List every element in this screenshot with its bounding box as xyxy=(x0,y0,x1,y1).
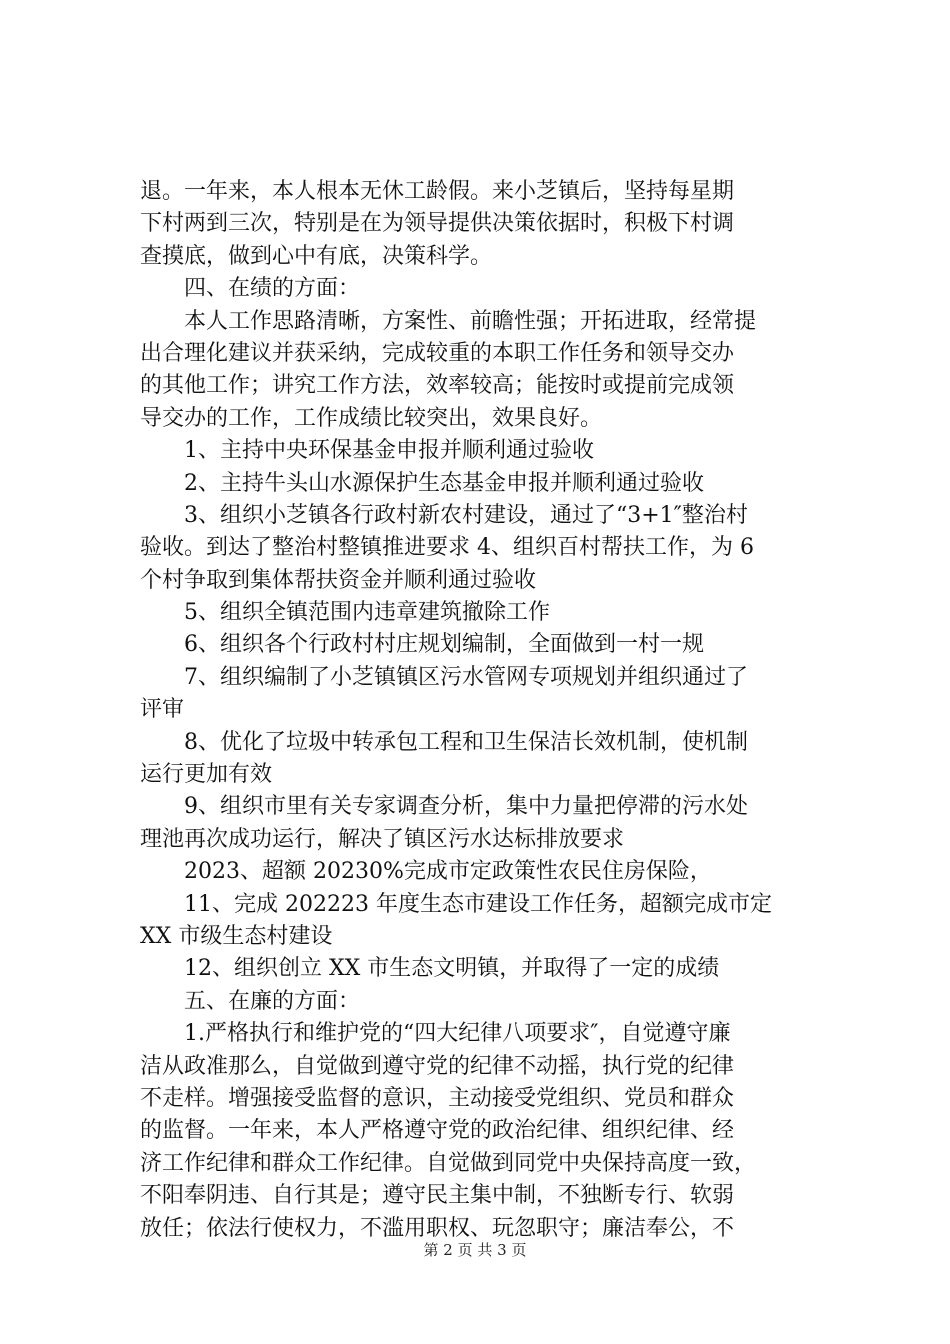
text-line: 退。一年来，本人根本无休工龄假。来小芝镇后，坚持每星期 xyxy=(140,179,735,204)
list-item: 9、组织市里有关专家调查分析，集中力量把停滞的污水处 xyxy=(140,794,748,820)
text-line: 的监督。一年来，本人严格遵守党的政治纪律、组织纪律、经 xyxy=(140,1118,735,1144)
text-line: 不走样。增强接受监督的意识，主动接受党组织、党员和群众 xyxy=(140,1085,735,1111)
text-line: 下村两到三次，特别是在为领导提供决策依据时，积极下村调 xyxy=(140,211,735,237)
text-line: 本人工作思路清晰，方案性、前瞻性强；开拓进取，经常提 xyxy=(140,308,757,334)
list-item: 3、组织小芝镇各行政村新农村建设，通过了“3+1″整治村 xyxy=(140,502,748,528)
list-item: 1.严格执行和维护党的“四大纪律八项要求″，自觉遵守廉 xyxy=(140,1021,731,1047)
text-line: 查摸底，做到心中有底，决策科学。 xyxy=(140,243,493,269)
text-line: 导交办的工作，工作成绩比较突出，效果良好。 xyxy=(140,405,603,431)
list-item: 11、完成 202223 年度生态市建设工作任务，超额完成市定 xyxy=(140,891,772,917)
list-item: 1、主持中央环保基金申报并顺利通过验收 xyxy=(140,438,594,464)
section-heading: 五、在廉的方面： xyxy=(140,988,361,1014)
text-line: 个村争取到集体帮扶资金并顺利通过验收 xyxy=(140,567,537,593)
list-item: 5、组织全镇范围内违章建筑撤除工作 xyxy=(140,600,550,626)
text-line: 运行更加有效 xyxy=(140,762,273,788)
text-line: 的其他工作；讲究工作方法，效率较高；能按时或提前完成领 xyxy=(140,373,735,399)
text-line: 放任；依法行使权力，不滥用职权、玩忽职守；廉洁奉公，不 xyxy=(140,1215,735,1241)
text-line: 理池再次成功运行，解决了镇区污水达标排放要求 xyxy=(140,826,625,852)
page-number-footer: 第 2 页 共 3 页 xyxy=(423,1241,527,1259)
document-body xyxy=(140,176,840,1245)
list-item: 8、优化了垃圾中转承包工程和卫生保洁长效机制，使机制 xyxy=(140,729,748,755)
text-line: XX 市级生态村建设 xyxy=(140,923,333,949)
list-item: 12、组织创立 XX 市生态文明镇，并取得了一定的成绩 xyxy=(140,956,720,982)
list-item: 6、组织各个行政村村庄规划编制，全面做到一村一规 xyxy=(140,632,704,658)
text-line: 出合理化建议并获采纳，完成较重的本职工作任务和领导交办 xyxy=(140,340,735,366)
text-line: 验收。到达了整治村整镇推进要求 4、组织百村帮扶工作，为 6 xyxy=(140,535,754,561)
text-line: 不阳奉阴违、自行其是；遵守民主集中制，不独断专行、软弱 xyxy=(140,1183,735,1209)
list-item: 2023、超额 20230%完成市定政策性农民住房保险， xyxy=(140,859,712,885)
text-line: 济工作纪律和群众工作纪律。自觉做到同党中央保持高度一致， xyxy=(140,1150,757,1176)
list-item: 2、主持牛头山水源保护生态基金申报并顺利通过验收 xyxy=(140,470,704,496)
list-item: 7、组织编制了小芝镇镇区污水管网专项规划并组织通过了 xyxy=(140,664,748,690)
text-line: 洁从政准那么，自觉做到遵守党的纪律不动摇，执行党的纪律 xyxy=(140,1053,735,1079)
section-heading: 四、在绩的方面： xyxy=(140,276,361,302)
text-line: 评审 xyxy=(140,697,185,723)
